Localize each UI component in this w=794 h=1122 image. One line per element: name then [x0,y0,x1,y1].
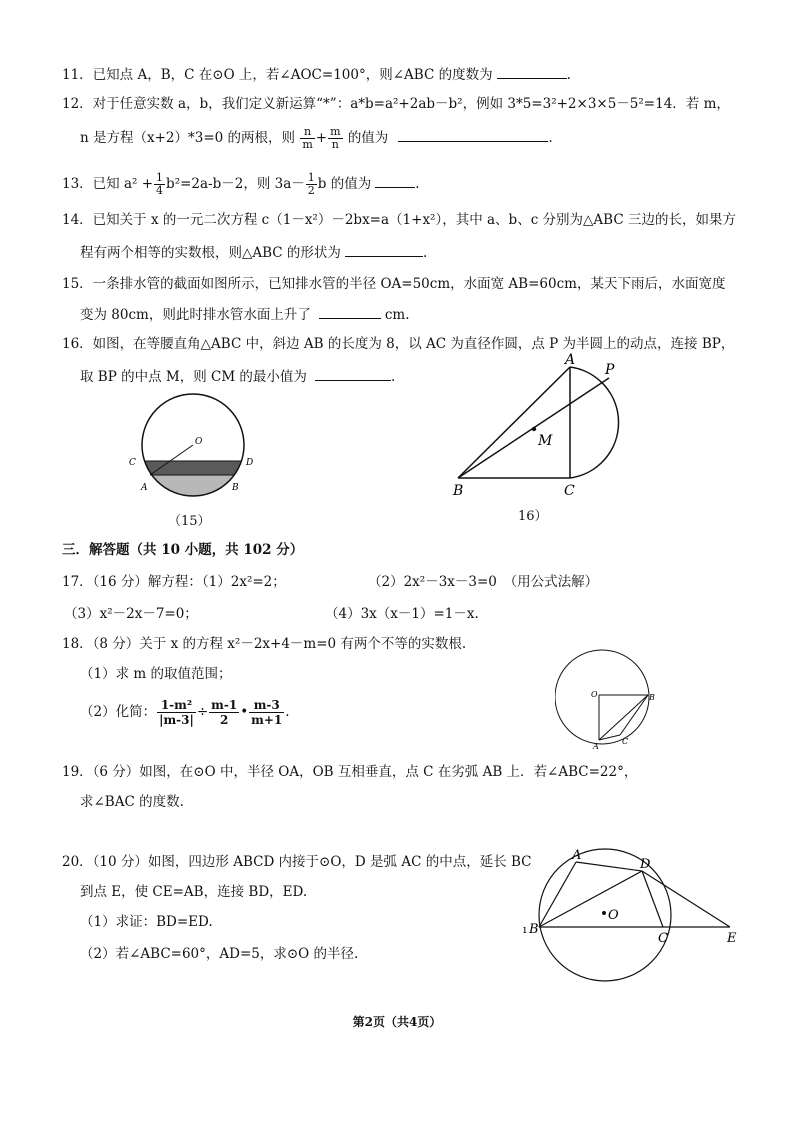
question-17-part2: （2）2x²－3x－3=0 （用公式法解） [368,574,599,590]
q18-frac-3: $\frac{m-3}{m+1}$ [251,698,283,727]
label-o: O [608,908,619,923]
label-c: C [622,737,629,746]
question-20-line1: 20．（10 分）如图，四边形 ABCD 内接于⊙O，D 是弧 AC 的中点，延长 BC [62,854,532,870]
question-16-line2: 取 BP 的中点 M，则 CM 的最小值为 . [80,366,395,387]
q13-frac-1-2: $\frac{1}{2}$ [307,171,315,197]
semicircle-ac [570,367,619,478]
side-dc [642,871,663,927]
label-a: A [565,352,576,368]
q11-text: 11．已知点 A，B，C 在⊙O 上，若∠AOC=100°，则∠ABC 的度数为 [62,67,493,83]
q11-answer-blank [497,64,567,79]
label-b: B [529,922,539,937]
question-11: 11．已知点 A，B，C 在⊙O 上，若∠AOC=100°，则∠ABC 的度数为 . [62,64,571,85]
page-footer: 第2页（共4页） [352,1015,442,1029]
mark-i: ı [523,923,527,936]
label-e: E [727,931,737,946]
label-a: A [572,848,582,863]
label-d: D [246,458,254,468]
q15-answer-blank [319,304,381,319]
q18-frac-2: $\frac{m-1}{2}$ [211,698,238,727]
figure-20-cyclic-quad [520,845,745,985]
figure-15-caption: （15） [168,514,211,529]
label-d: D [640,857,651,872]
figure-15-pipe [125,392,265,504]
segment-de [642,871,730,927]
question-20-part2: （2）若∠ABC=60°，AD=5，求⊙O 的半径. [80,946,359,962]
label-o: O [591,690,598,699]
label-b: B [453,483,464,499]
label-b: B [649,693,655,702]
question-20-part1: （1）求证：BD=ED. [80,914,213,930]
question-19-line1: 19．（6 分）如图，在⊙O 中，半径 OA，OB 互相垂直，点 C 在劣弧 AB 上．若∠ABC=22°， [62,764,638,780]
figure-16-caption: 16） [518,509,548,524]
question-18-line1: 18．（8 分）关于 x 的方程 x²－2x+4－m=0 有两个不等的实数根. [62,636,467,652]
question-12-line2: n 是方程（x+2）*3=0 的两根，则 $\frac{n}{m}$ + $\frac{m}{n}$ 的值为 . [80,125,553,151]
question-14-line1: 14．已知关于 x 的一元二次方程 c（1－x²）－2bx=a（1+x²），其中 a、b、c 分别为△ABC 三边的长，如果方 [62,212,736,228]
q13-frac-1-4: $\frac{1}{4}$ [156,171,164,197]
q12-answer-blank [398,127,548,142]
question-14-line2: 程有两个相等的实数根，则△ABC 的形状为 . [80,242,427,263]
center-point-o [602,911,606,915]
circle-o [539,849,671,981]
q12-frac-m-over-n: $\frac{m}{n}$ [330,125,341,151]
question-15-line1: 15．一条排水管的截面如图所示，已知排水管的半径 OA=50cm，水面宽 AB=60cm，某天下雨后，水面宽度 [62,276,726,292]
chord-bc [620,695,648,735]
question-18-part1: （1）求 m 的取值范围； [80,666,232,682]
side-ad [576,862,642,871]
question-12-line1: 12．对于任意实数 a，b，我们定义新运算“*”：a*b=a²+2ab－b²，例如 3*5=3²+2×3×5－5²=14．若 m， [62,96,730,112]
q16-answer-blank [315,366,391,381]
figure-19-circle [555,640,670,755]
label-m: M [538,433,553,449]
q14-answer-blank [345,242,423,257]
label-a: A [593,742,599,751]
circle-o [555,650,649,744]
question-16-line1: 16．如图，在等腰直角△ABC 中，斜边 AB 的长度为 8，以 AC 为直径作圆，点 P 为半圆上的动点，连接 BP， [62,336,735,352]
side-ab [458,367,570,478]
label-c: C [658,931,668,946]
label-a: A [141,483,148,493]
question-17-part3: （3）x²－2x－7=0； [64,606,198,622]
label-p: P [605,362,615,378]
question-18-part2: （2）化简： $\frac{\text{1-m²}}{|m-3|}$ ÷ $\frac{m-1}{2}$ • $\frac{m-3}{m+1}$ . [80,698,290,727]
question-13: 13．已知 a² + $\frac{1}{4}$ b²=2a-b－2，则 3a－ $\frac{1}{2}$ b 的值为 . [62,171,420,197]
section-3-heading: 三．解答题（共 10 小题，共 102 分） [62,542,304,558]
question-17-part4: （4）3x（x－1）=1－x. [325,606,479,622]
question-15-line2: 变为 80cm，则此时排水管水面上升了 cm. [80,304,410,325]
question-17-part1: 17．（16 分）解方程：（1）2x²=2； [62,574,286,590]
label-b: B [232,483,239,493]
question-19-line2: 求∠BAC 的度数. [80,794,184,810]
q12-frac-n-over-m: $\frac{n}{m}$ [302,125,313,151]
label-c: C [129,458,136,468]
label-c: C [564,483,575,499]
question-20-line2: 到点 E，使 CE=AB，连接 BD，ED. [80,884,308,900]
figure-16-triangle [445,350,635,500]
q18-frac-1: $\frac{\text{1-m²}}{|m-3|}$ [159,698,194,727]
chord-ab [599,695,648,740]
label-o: O [195,437,203,447]
point-m [532,427,536,431]
q13-answer-blank [375,173,415,188]
